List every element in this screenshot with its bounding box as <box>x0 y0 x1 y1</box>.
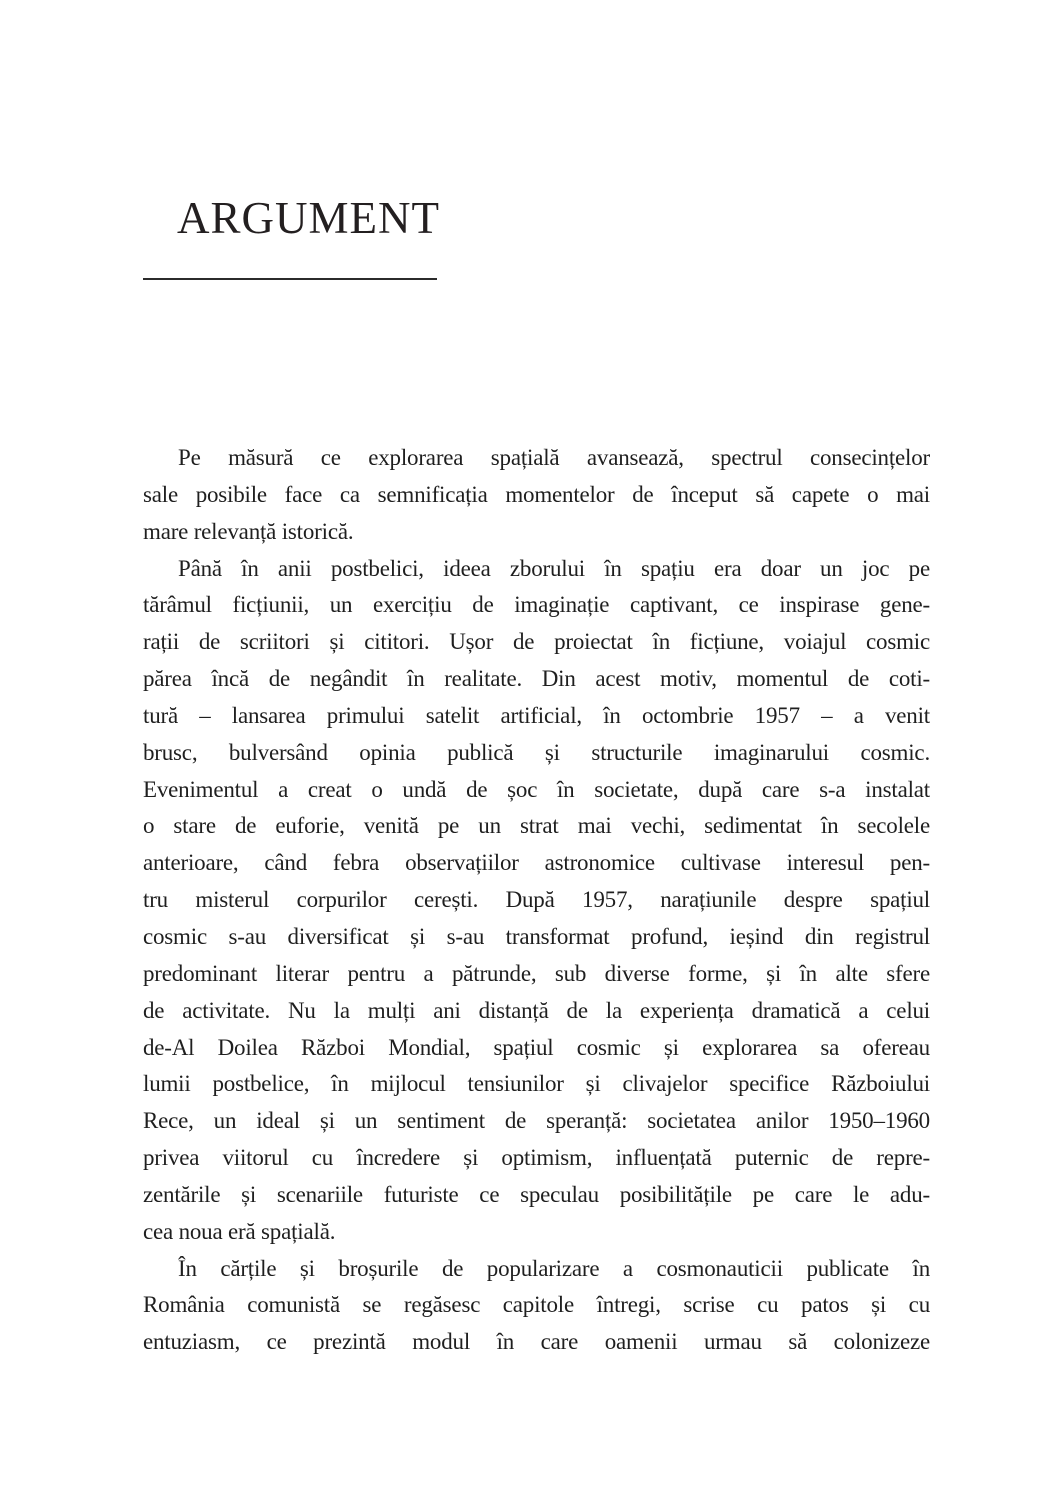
text-line: În cărțile și broșurile de popularizare a cosmonauticii publicate în <box>178 1255 930 1281</box>
text-line: lumii postbelice, în mijlocul tensiunilor și clivajelor specifice Războiului <box>143 1071 930 1097</box>
text-line: sale posibile face ca semnificația momentelor de început să capete o mai <box>143 481 930 507</box>
text-line: părea încă de negândit în realitate. Din acest motiv, momentul de coti- <box>143 666 930 692</box>
text-line: România comunistă se regăsesc capitole întregi, scrise cu patos și cu <box>143 1292 930 1318</box>
text-line: tură – lansarea primului satelit artificial, în octombrie 1957 – a venit <box>143 702 930 728</box>
text-line: zentările și scenariile futuriste ce speculau posibilitățile pe care le adu- <box>143 1181 930 1207</box>
text-line: rații de scriitori și cititori. Ușor de proiectat în ficțiune, voiajul cosmic <box>143 629 930 655</box>
body-text <box>143 440 930 1361</box>
text-line: Pe măsură ce explorarea spațială avansează, spectrul consecințelor <box>178 445 930 470</box>
text-line: o stare de euforie, venită pe un strat mai vechi, sedimentat în secolele <box>143 813 930 839</box>
text-line: privea viitorul cu încredere și optimism, influențată puternic de repre- <box>143 1145 930 1171</box>
text-line: de activitate. Nu la mulți ani distanță de la experiența dramatică a celui <box>143 997 930 1023</box>
text-line: Până în anii postbelici, ideea zborului în spațiu era doar un joc pe <box>178 555 930 581</box>
text-line: anterioare, când febra observațiilor astronomice cultivase interesul pen- <box>143 850 930 876</box>
chapter-title: ARGUMENT <box>177 193 440 243</box>
text-line: Rece, un ideal și un sentiment de speranță: societatea anilor 1950–1960 <box>143 1108 930 1134</box>
text-line: cosmic s-au diversificat și s-au transformat profund, ieșind din registrul <box>143 923 930 949</box>
text-line: cea noua eră spațială. <box>143 1218 336 1244</box>
text-line: Evenimentul a creat o undă de șoc în societate, după care s-a instalat <box>143 776 930 802</box>
text-line: tărâmul ficțiunii, un exercițiu de imaginație captivant, ce inspirase gene- <box>143 592 930 618</box>
text-line: predominant literar pentru a pătrunde, sub diverse forme, și în alte sfere <box>143 960 930 986</box>
text-line: brusc, bulversând opinia publică și structurile imaginarului cosmic. <box>143 739 930 765</box>
text-line: tru misterul corpurilor cerești. După 1957, narațiunile despre spațiul <box>143 887 930 913</box>
text-line: de-Al Doilea Război Mondial, spațiul cosmic și explorarea sa ofereau <box>143 1034 930 1060</box>
text-line: entuziasm, ce prezintă modul în care oamenii urmau să colonizeze <box>143 1329 930 1355</box>
title-rule <box>143 278 437 280</box>
text-line: mare relevanță istorică. <box>143 518 354 544</box>
